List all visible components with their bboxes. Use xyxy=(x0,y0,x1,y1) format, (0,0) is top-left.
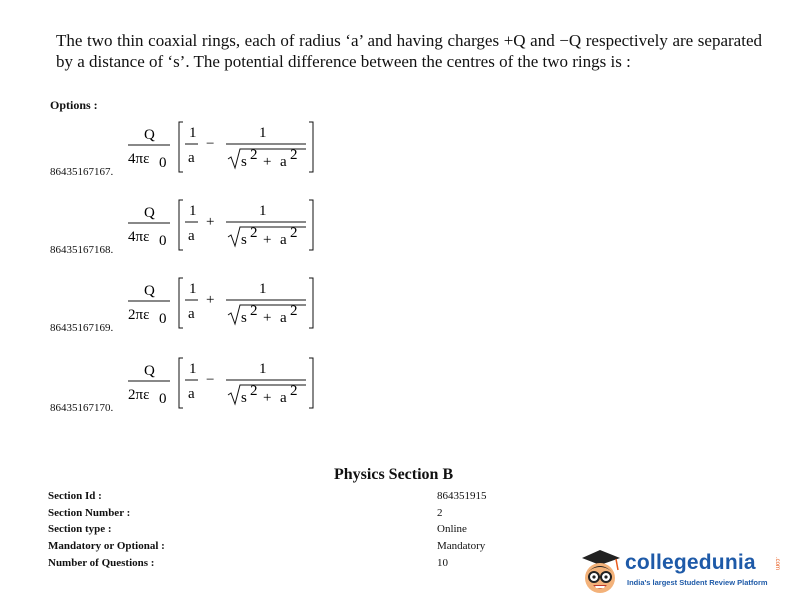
formula-numerator: Q xyxy=(144,205,155,221)
formula-denominator: 4πε xyxy=(128,151,150,167)
brand-tagline: India's largest Student Review Platform xyxy=(627,578,768,587)
formula-numerator: Q xyxy=(144,363,155,379)
option-formula xyxy=(126,272,326,334)
formula-inner-den: a xyxy=(188,306,195,322)
option-id[interactable]: 86435167170. xyxy=(50,402,114,414)
option-id[interactable]: 86435167168. xyxy=(50,244,114,256)
option-formula xyxy=(126,116,326,178)
formula-numerator: Q xyxy=(144,127,155,143)
formula-rhs-den-exp: 2 xyxy=(250,147,258,163)
formula-rhs-den-base: s xyxy=(241,154,247,170)
meta-value: 864351915 xyxy=(437,490,487,502)
formula-inner-den: a xyxy=(188,228,195,244)
formula-rhs-den-exp2: 2 xyxy=(290,383,298,399)
formula-rhs-den-exp: 2 xyxy=(250,225,258,241)
formula-rhs-den-exp: 2 xyxy=(250,303,258,319)
formula-inner-num: 1 xyxy=(189,203,197,219)
option-formula xyxy=(126,352,326,414)
formula-rhs-den-exp2: 2 xyxy=(290,303,298,319)
brand-name: collegedunia xyxy=(625,551,756,574)
formula-rhs-den-plus: + xyxy=(263,390,272,406)
brand-suffix: .com xyxy=(774,557,780,571)
option-id[interactable]: 86435167169. xyxy=(50,322,114,334)
option-formula xyxy=(126,194,326,256)
formula-rhs-den-base2: a xyxy=(280,232,287,248)
formula-rhs-den-base2: a xyxy=(280,310,287,326)
formula-rhs-den-base: s xyxy=(241,390,247,406)
meta-label: Mandatory or Optional : xyxy=(48,540,165,552)
question-text: The two thin coaxial rings, each of radius ‘a’ and having charges +Q and −Q respectively are separated by a distance of ‘s’. The potential difference between the centres of the two rings is : xyxy=(56,31,762,71)
meta-label: Number of Questions : xyxy=(48,557,155,569)
formula-denominator: 4πε xyxy=(128,229,150,245)
formula-operator: + xyxy=(206,292,215,308)
section-title: Physics Section B xyxy=(334,466,454,483)
formula-operator: + xyxy=(206,214,215,230)
formula-rhs-num: 1 xyxy=(259,125,267,141)
formula-inner-den: a xyxy=(188,150,195,166)
formula-inner-num: 1 xyxy=(189,281,197,297)
formula-operator: − xyxy=(206,136,215,152)
formula-rhs-den-base2: a xyxy=(280,390,287,406)
meta-value: 10 xyxy=(437,557,448,569)
formula-rhs-den-exp2: 2 xyxy=(290,147,298,163)
formula-rhs-den-base: s xyxy=(241,232,247,248)
formula-inner-num: 1 xyxy=(189,361,197,377)
meta-value: Online xyxy=(437,523,467,535)
formula-subscript: 0 xyxy=(159,311,167,327)
formula-denominator: 2πε xyxy=(128,387,150,403)
formula-inner-num: 1 xyxy=(189,125,197,141)
formula-denominator: 2πε xyxy=(128,307,150,323)
formula-rhs-num: 1 xyxy=(259,281,267,297)
mascot-icon xyxy=(578,548,624,600)
formula-rhs-den-base2: a xyxy=(280,154,287,170)
formula-rhs-den-exp: 2 xyxy=(250,383,258,399)
formula-rhs-num: 1 xyxy=(259,203,267,219)
formula-rhs-den-plus: + xyxy=(263,154,272,170)
meta-label: Section type : xyxy=(48,523,112,535)
formula-rhs-den-plus: + xyxy=(263,232,272,248)
collegedunia-logo[interactable] xyxy=(578,548,788,600)
options-label: Options : xyxy=(50,98,98,112)
meta-value: 2 xyxy=(437,507,443,519)
option-id[interactable]: 86435167167. xyxy=(50,166,114,178)
meta-label: Section Id : xyxy=(48,490,102,502)
meta-value: Mandatory xyxy=(437,540,486,552)
formula-rhs-num: 1 xyxy=(259,361,267,377)
formula-rhs-den-base: s xyxy=(241,310,247,326)
formula-rhs-den-exp2: 2 xyxy=(290,225,298,241)
formula-subscript: 0 xyxy=(159,155,167,171)
formula-subscript: 0 xyxy=(159,391,167,407)
formula-subscript: 0 xyxy=(159,233,167,249)
formula-inner-den: a xyxy=(188,386,195,402)
formula-numerator: Q xyxy=(144,283,155,299)
formula-operator: − xyxy=(206,372,215,388)
meta-label: Section Number : xyxy=(48,507,131,519)
formula-rhs-den-plus: + xyxy=(263,310,272,326)
